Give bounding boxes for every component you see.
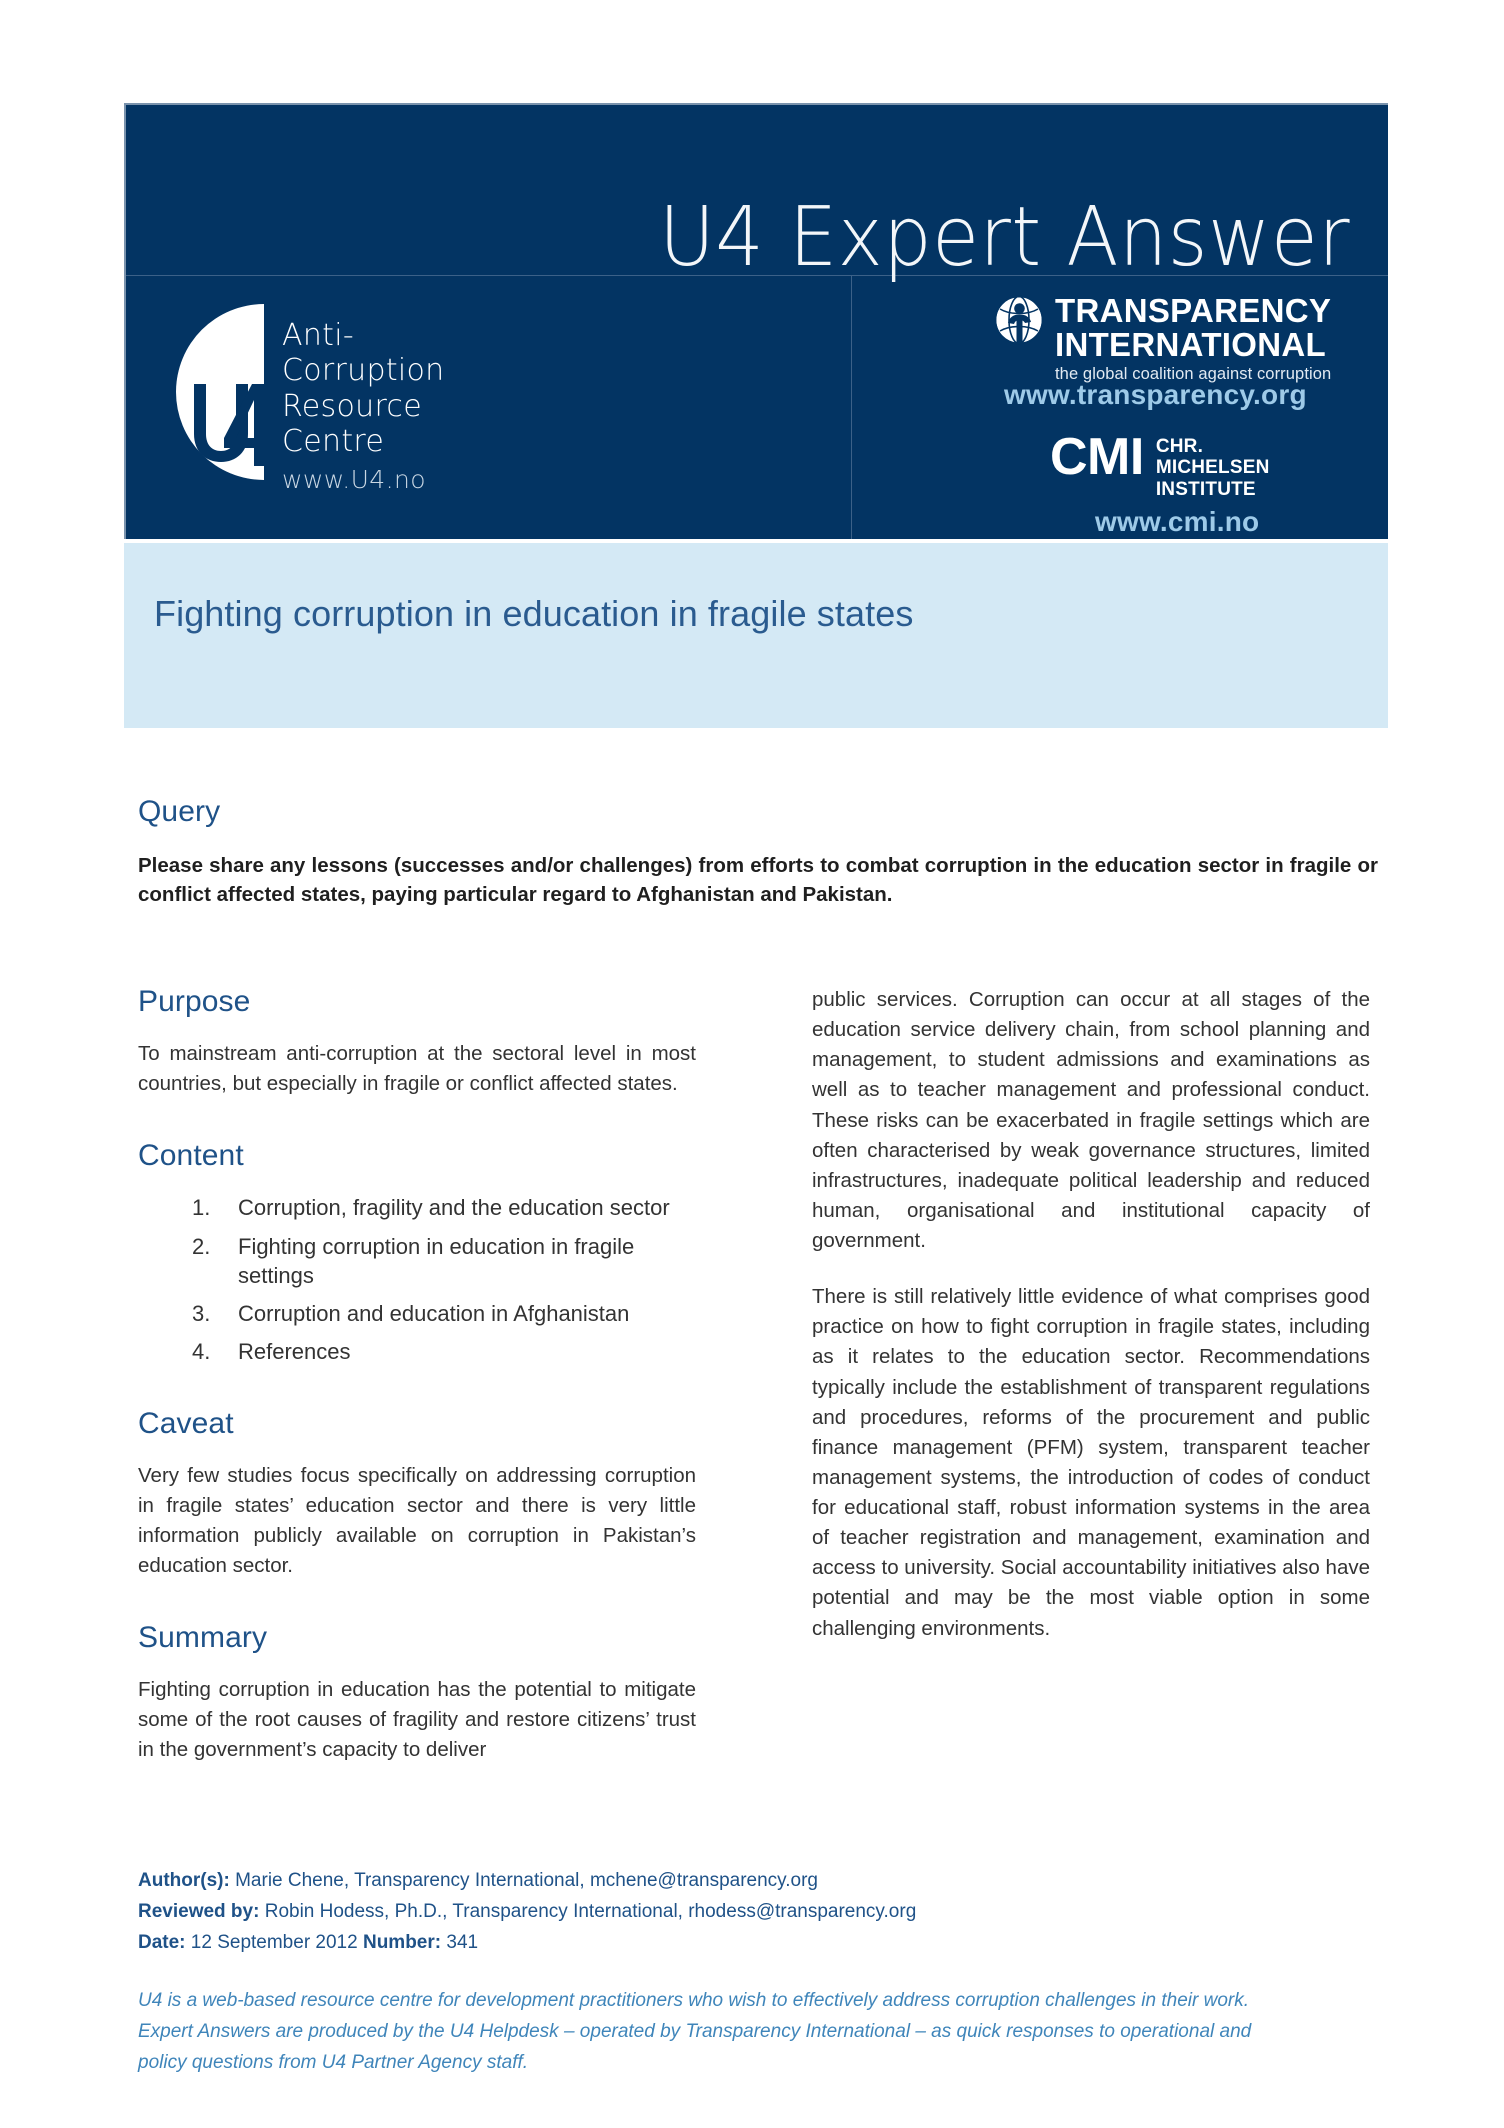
content-heading: Content [138, 1139, 244, 1173]
summary-text: Fighting corruption in education has the potential to mitigate some of the root causes of fragility and restore citizens’ trust in the government’s capacity to deliver [138, 1678, 696, 1762]
content-list [192, 1193, 696, 1366]
disclaimer-line-2: Expert Answers are produced by the U4 Helpdesk – operated by Transparency International – as quick responses to operational and [138, 2020, 1252, 2042]
u4-logo [176, 304, 445, 494]
transparency-url[interactable]: www.transparency.org [1004, 379, 1307, 410]
partner-logo-cell [852, 276, 1388, 539]
right-column [812, 985, 1370, 1765]
body-columns [138, 985, 1370, 1765]
left-column [138, 985, 696, 1765]
caveat-text: Very few studies focus specifically on addressing corruption in fragile states’ education sector and there is very little information publicly available on corruption in Pakistan’s education sector. [138, 1463, 696, 1577]
u4-url[interactable]: www.U4.no [282, 464, 426, 494]
number-value: 341 [441, 1931, 479, 1953]
content-list-item[interactable]: Corruption and education in Afghanistan [238, 1301, 630, 1326]
reviewer-value: Robin Hodess, Ph.D., Transparency International, rhodess@transparency.org [259, 1900, 917, 1922]
footer-metadata [138, 1866, 1378, 1958]
u4-line-3: Resource [282, 388, 422, 424]
publication-title: U4 Expert Answer [658, 190, 1350, 285]
summary-continued-paragraph: public services. Corruption can occur at all stages of the education service delivery chain, from school planning and management, to student admissions and examinations as well as to teacher management and professional conduct. These risks can be exacerbated in fragile settings which are often characterised by weak governance structures, limited infrastructures, inadequate political leadership and reduced human, organisational and institutional capacity of government. [812, 988, 1370, 1252]
masthead [124, 103, 1388, 539]
caveat-heading: Caveat [138, 1406, 234, 1440]
cmi-url[interactable]: www.cmi.no [1095, 506, 1260, 537]
reviewer-line [138, 1897, 1378, 1928]
query-heading: Query [138, 795, 221, 828]
masthead-title-row [126, 105, 1388, 285]
query-text: Please share any lessons (successes and/or challenges) from efforts to combat corruption in the education sector in fragile or conflict affected states, paying particular regard to Afghanistan and Pakistan. [138, 854, 1378, 907]
content-list-item[interactable]: Fighting corruption in education in fragile settings [238, 1233, 635, 1288]
cmi-line-2: MICHELSEN [1155, 457, 1270, 479]
ti-wordmark [1055, 294, 1331, 383]
recommendations-paragraph: There is still relatively little evidence of what comprises good practice on how to fight corruption in fragile states, including as it relates to the education sector. Recommendations typically include the establishment of transparent regulations and procedures, reforms of the procurement and public finance management (PFM) system, transparent teacher management systems, the introduction of codes of conduct for educational staff, robust information systems in the area of teacher registration and management, examination and access to university. Social accountability initiatives also have potential and may be the most viable option in some challenging environments. [812, 1285, 1370, 1640]
cmi-fullname [1156, 436, 1270, 500]
page-title: Fighting corruption in education in fragile states [154, 593, 914, 634]
purpose-heading: Purpose [138, 985, 251, 1018]
footer-disclaimer [138, 1986, 1388, 2078]
query-section [138, 795, 1378, 909]
ti-name-line-2: INTERNATIONAL [1055, 326, 1326, 363]
date-number-line [138, 1928, 1378, 1959]
disclaimer-line-3: policy questions from U4 Partner Agency staff. [138, 2051, 529, 2073]
cmi-line-3: INSTITUTE [1155, 478, 1256, 500]
number-label: Number: [362, 1931, 442, 1953]
author-label: Author(s): [138, 1870, 230, 1891]
cmi-line-1: CHR. [1155, 436, 1204, 457]
reviewer-label: Reviewed by: [138, 1900, 260, 1922]
summary-heading: Summary [138, 1621, 268, 1654]
u4-mark-icon [176, 304, 264, 480]
purpose-text: To mainstream anti-corruption at the sectoral level in most countries, but especially in fragile or conflict affected states. [138, 1042, 696, 1096]
title-band [124, 543, 1388, 728]
cmi-logo [1050, 428, 1270, 500]
date-label: Date: [138, 1931, 186, 1953]
u4-line-1: Anti- [282, 318, 354, 353]
u4-logo-cell [126, 276, 852, 539]
ti-name-line-1: TRANSPARENCY [1055, 292, 1332, 329]
ti-tagline: the global coalition against corruption [1055, 365, 1332, 383]
author-line [138, 1866, 1378, 1897]
content-list-item[interactable]: Corruption, fragility and the education sector [238, 1195, 670, 1221]
u4-line-4: Centre [282, 424, 385, 460]
transparency-international-logo [994, 294, 1331, 383]
date-value: 12 September 2012 [185, 1931, 363, 1953]
masthead-logo-row [126, 276, 1388, 539]
disclaimer-line-1: U4 is a web-based resource centre for development practitioners who wish to effectively address corruption challenges in their work. [138, 1990, 1249, 2011]
author-value: Marie Chene, Transparency International, mchene@transparency.org [229, 1870, 818, 1891]
u4-wordmark [282, 304, 445, 494]
cmi-acronym: CMI [1050, 428, 1144, 486]
u4-line-2: Corruption [282, 353, 445, 389]
content-list-item[interactable]: References [238, 1339, 351, 1365]
ti-globe-icon [994, 295, 1044, 345]
